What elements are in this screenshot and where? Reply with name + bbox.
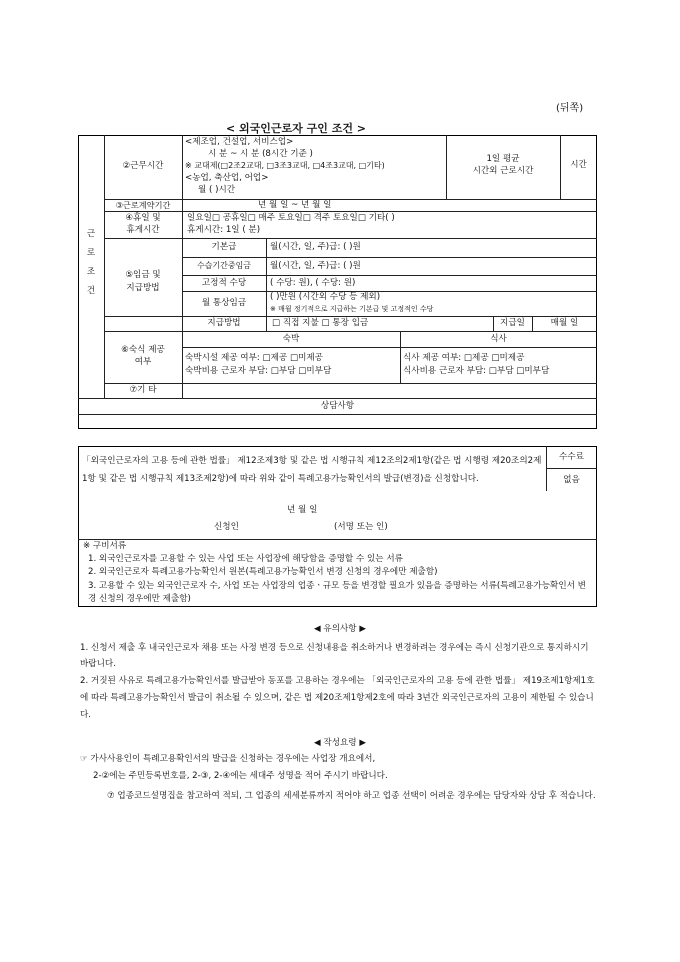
document-item: 2. 외국인근로자 특례고용가능확인서 원본(특례고용가능확인서 변경 신청의 경우에만 제출함)	[88, 567, 438, 577]
monthly-pay-label: 월 통상임금	[201, 298, 247, 308]
work-hours-shift-options[interactable]: ※ 교대제(□2조2교대, □3조3교대, □4조3교대, □기타)	[185, 161, 385, 170]
holidays-label-1: ④휴일 및	[125, 213, 161, 223]
notes-title: ◀ 유의사항 ▶	[314, 624, 366, 634]
work-hours-time-range[interactable]: 시 분 ~ 시 분 (8시간 기준 )	[208, 149, 313, 159]
break-time[interactable]: 휴게시간: 1일 ( 분)	[187, 225, 261, 235]
fee-value: 없음	[563, 475, 580, 485]
base-pay-value[interactable]: 월(시간, 일, 주)급: ( )원	[270, 242, 361, 252]
overtime-label-2: 시간외 근로시간	[472, 166, 534, 176]
back-side-label: (뒤쪽)	[556, 103, 584, 114]
documents-title: ※ 구비서류	[83, 541, 127, 551]
pay-day-label: 지급일	[500, 318, 525, 328]
payment-method-options[interactable]: □ 직접 지불 □ 통장 입금	[272, 318, 369, 328]
accommodation-label-2: 여부	[134, 357, 152, 367]
meals-cost[interactable]: 식사비용 근로자 부담: □부담 □미부담	[403, 366, 550, 376]
accommodation-label-1: ⑥숙식 제공	[121, 345, 165, 355]
pay-day-value[interactable]: 매월 일	[550, 318, 579, 328]
contract-period-label: ③근로계약기간	[115, 200, 171, 210]
fixed-allowance-label: 고정적 수당	[201, 278, 247, 288]
work-hours-label: ②근무시간	[122, 161, 164, 171]
overtime-unit: 시간	[570, 160, 587, 170]
application-date[interactable]: 년 월 일	[287, 505, 318, 515]
conditions-side-label: 근 로 조 건	[86, 229, 96, 296]
work-hours-monthly[interactable]: 월 ( )시간	[198, 185, 236, 195]
probation-pay-label: 수습기간중임금	[196, 261, 252, 270]
meals-provided[interactable]: 식사 제공 여부: □제공 □미제공	[403, 353, 525, 363]
guide-line-2: 2-②에는 주민등록번호를, 2-③, 2-④에는 세대주 성명을 적어 주시기 바랍니다.	[93, 771, 388, 781]
wages-label-2: 지급방법	[126, 283, 160, 293]
monthly-pay-value[interactable]: ( )만원 (시간외 수당 등 제외)	[270, 292, 381, 302]
contract-period-value[interactable]: 년 월 일 ~ 년 월 일	[258, 200, 332, 210]
payment-method-label: 지급방법	[207, 318, 241, 328]
base-pay-label: 기본급	[211, 242, 237, 252]
lodging-provided[interactable]: 숙박시설 제공 여부: □제공 □미제공	[185, 353, 323, 363]
page-title: < 외국인근로자 구인 조건 >	[226, 122, 367, 135]
wages-label-1: ⑤임금 및	[125, 270, 161, 280]
work-hours-sector-agri: <농업, 축산업, 어업>	[185, 173, 269, 183]
holidays-label-2: 휴게시간	[126, 225, 160, 235]
lodging-header: 숙박	[282, 334, 300, 344]
note-item: 1. 신청서 제출 후 내국인근로자 채용 또는 사정 변경 등으로 신청내용을 취소하거나 변경하려는 경우에는 즉시 신청기관으로 통지하시기 바랍니다.	[80, 643, 589, 669]
consultation-label: 상담사항	[320, 401, 355, 411]
guide-title: ◀ 작성요령 ▶	[314, 738, 366, 748]
overtime-label-1: 1일 평균	[486, 154, 520, 164]
note-item: 2. 거짓된 사유로 특례고용가능확인서를 발급받아 동포를 고용하는 경우에는 「외국인근로자의 고용 등에 관한 법률」 제19조제1항제1호에 따라 특례고용가능확인서 발급이 취소될 수 있으며, 같은 법 제20조제1항제2호에 따라 3년간 외국인근로자의 고용이 제한될 수 있습니다.	[80, 676, 595, 720]
document-item: 3. 고용할 수 있는 외국인근로자 수, 사업 또는 사업장의 업종ㆍ규모 등을 변경할 필요가 있음을 증명하는 서류(특례고용가능확인서 변경 신청의 경우에만 제출함)	[88, 581, 586, 604]
holidays-options[interactable]: 일요일□ 공휴일□ 매주 토요일□ 격주 토요일□ 기타( )	[187, 213, 395, 223]
document-item: 1. 외국인근로자를 고용할 수 있는 사업 또는 사업장에 해당함을 증명할 수 있는 서류	[88, 554, 403, 564]
signature-field[interactable]: (서명 또는 인)	[334, 522, 388, 532]
applicant-label: 신청인	[214, 522, 239, 532]
guide-line-1: ☞ 가사사용인이 특례고용확인서의 발급을 신청하는 경우에는 사업장 개요에서,	[80, 754, 376, 764]
probation-pay-value[interactable]: 월(시간, 일, 주)급: ( )원	[270, 261, 361, 271]
fixed-allowance-value[interactable]: ( 수당: 원), ( 수당: 원)	[270, 278, 356, 288]
fee-label: 수수료	[559, 452, 584, 462]
guide-line-3: ⑦ 업종코드설명집을 참고하여 적되, 그 업종의 세세분류까지 적어야 하고 업종 선택이 어려운 경우에는 담당자와 상담 후 적습니다.	[107, 791, 596, 801]
work-hours-sector-industry: <제조업, 건설업, 서비스업>	[185, 137, 294, 147]
other-label: ⑦기 타	[129, 385, 157, 395]
monthly-pay-note: ※ 매월 정기적으로 지급하는 기본급 및 고정적인 수당	[270, 305, 434, 313]
lodging-cost[interactable]: 숙박비용 근로자 부담: □부담 □미부담	[185, 366, 332, 376]
application-statement: 「외국인근로자의 고용 등에 관한 법률」 제12조제3항 및 같은 법 시행규칙 제12조의2제1항(같은 법 시행령 제20조의2제1항 및 같은 법 시행규칙 제13조제2항)에 따라 위와 같이 특례고용가능확인서의 발급(변경)을 신청합니다.	[82, 456, 542, 484]
meals-header: 식사	[490, 334, 507, 344]
